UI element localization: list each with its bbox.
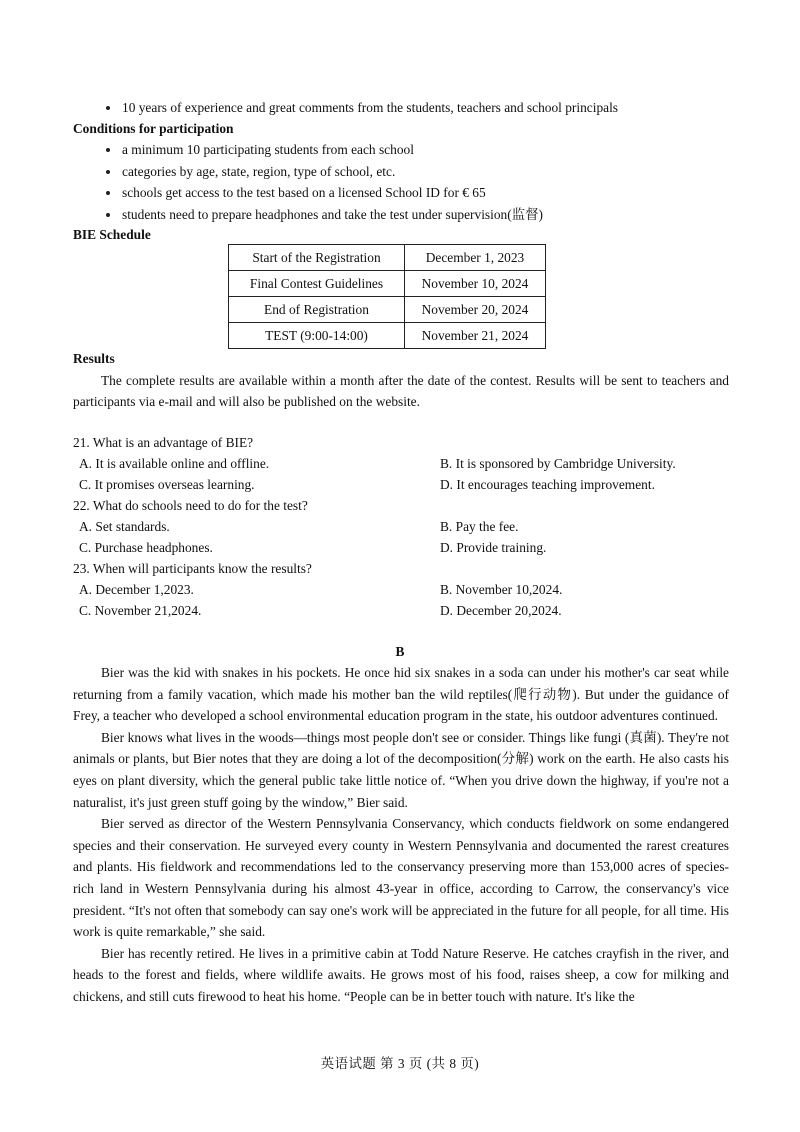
bullet-icon: [106, 213, 110, 217]
option: B. Pay the fee.: [440, 519, 519, 534]
condition-item: schools get access to the test based on a licensed School ID for € 65: [122, 185, 486, 200]
bullet-icon: [106, 106, 110, 110]
table-row: [229, 323, 546, 349]
conditions-heading: Conditions for participation: [73, 121, 234, 136]
bullet-icon: [106, 148, 110, 152]
option: B. November 10,2024.: [440, 582, 563, 597]
page-footer: 英语试题 第 3 页 (共 8 页): [320, 1056, 480, 1071]
schedule-event: Final Contest Guidelines: [229, 271, 405, 297]
table-row: [229, 297, 546, 323]
condition-item: a minimum 10 participating students from each school: [122, 142, 414, 157]
passage-paragraph: Bier served as director of the Western Pennsylvania Conservancy, which conducts fieldwork on some endangered species and their conservation. He surveyed every county in Western Pennsylvania and documented the rarest creatures and plants. His fieldwork and recommendations led to the conservancy preserving more than 153,000 acres of species-rich land in Western Pennsylvania during his almost 43-year in office, according to Carrow, the conservancy's vice president. “It's not often that somebody can say one's work will be appreciated in the future for all people, for all time. His work is quite remarkable,” she said.: [73, 816, 729, 940]
question-stem: 22. What do schools need to do for the test?: [73, 498, 308, 513]
passage-paragraph: Bier has recently retired. He lives in a primitive cabin at Todd Nature Reserve. He catches crayfish in the river, and heads to the forest and fields, where wildlife awaits. He grows most of his food, raises sheep, a cow for milking and chickens, and still cuts firewood to heat his home. “People can be in better touch with nature. It's like the: [73, 945, 729, 1004]
section-b-passage: [73, 662, 729, 1008]
bullet-icon: [106, 191, 110, 195]
schedule-date: November 10, 2024: [405, 271, 546, 297]
option: D. Provide training.: [440, 540, 547, 555]
passage-paragraph: Bier was the kid with snakes in his pockets. He once hid six snakes in a soda can under his mother's car seat while returning from a family vacation, which made his mother ban the wild reptiles(爬行动物). But under the guidance of Frey, a teacher who developed a school environmental education program in the state, his outdoor adventures continued.: [73, 665, 729, 724]
option: A. Set standards.: [79, 519, 170, 534]
option: A. December 1,2023.: [79, 582, 194, 597]
passage-paragraph: Bier knows what lives in the woods—things most people don't see or consider. Things like fungi (真菌). They're not animals or plants, but Bier notes that they are doing a lot of the decomposition(分解) work on the earth. He also casts his eyes on plant diversity, which the general public take little notice of. “When you drive down the highway, if you're not a naturalist, it's just green stuff going by the window,” Bier said.: [73, 729, 729, 810]
condition-item: categories by age, state, region, type of school, etc.: [122, 164, 396, 179]
intro-bullet-text: 10 years of experience and great comments from the students, teachers and school principals: [122, 100, 619, 115]
option: C. It promises overseas learning.: [79, 477, 255, 492]
bullet-icon: [106, 170, 110, 174]
schedule-event: End of Registration: [229, 297, 405, 323]
table-row: [229, 245, 546, 271]
question-stem: 21. What is an advantage of BIE?: [73, 435, 254, 450]
schedule-date: November 20, 2024: [405, 297, 546, 323]
schedule-date: November 21, 2024: [405, 323, 546, 349]
schedule-event: Start of the Registration: [229, 245, 405, 271]
schedule-table: [228, 244, 546, 349]
option: C. November 21,2024.: [79, 603, 202, 618]
schedule-date: December 1, 2023: [405, 245, 546, 271]
schedule-heading: BIE Schedule: [73, 227, 151, 242]
section-b-label: B: [395, 644, 405, 659]
option: A. It is available online and offline.: [79, 456, 270, 471]
question-stem: 23. When will participants know the results?: [73, 561, 312, 576]
results-text: The complete results are available within a month after the date of the contest. Results will be sent to teachers and participants via e-mail and will also be published on the website.: [73, 373, 729, 409]
schedule-event: TEST (9:00-14:00): [229, 323, 405, 349]
condition-item: students need to prepare headphones and take the test under supervision(监督): [122, 207, 543, 222]
option: D. It encourages teaching improvement.: [440, 477, 655, 492]
option: B. It is sponsored by Cambridge University.: [440, 456, 676, 471]
results-paragraph: [73, 370, 729, 412]
option: C. Purchase headphones.: [79, 540, 213, 555]
table-row: [229, 271, 546, 297]
results-heading: Results: [73, 351, 115, 366]
option: D. December 20,2024.: [440, 603, 562, 618]
